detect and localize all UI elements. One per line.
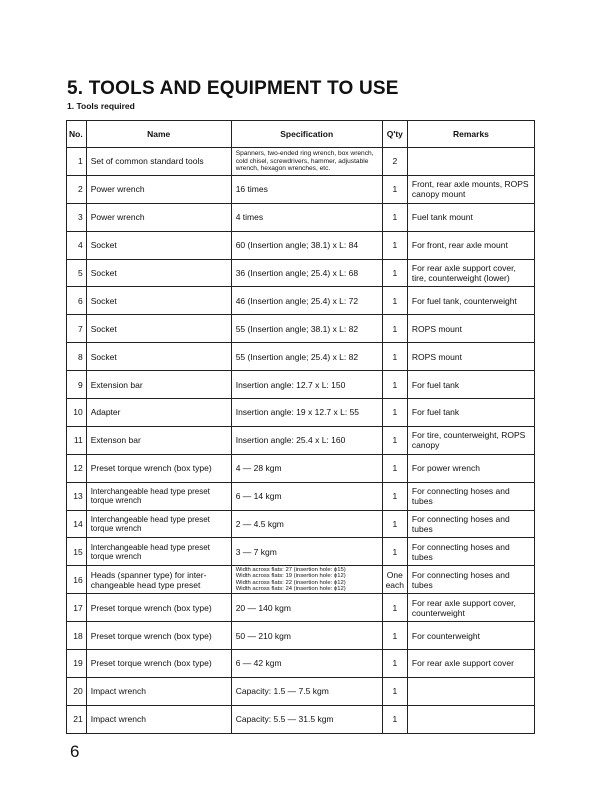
cell-no: 2 [67,175,87,203]
cell-remarks: For connecting hoses and tubes [407,538,534,566]
cell-no: 6 [67,287,87,315]
cell-name: Extension bar [86,371,231,399]
cell-remarks: For tire, counterweight, ROPS canopy [407,426,534,454]
cell-remarks: For rear axle support cover [407,650,534,678]
table-row [67,622,535,650]
cell-specification: 46 (Insertion angle; 25.4) x L: 72 [231,287,382,315]
cell-name: Socket [86,343,231,371]
cell-name: Interchangeable head type preset torque wrench [86,510,231,538]
cell-no: 18 [67,622,87,650]
cell-remarks [407,148,534,176]
cell-remarks: For rear axle support cover, counterweight [407,594,534,622]
cell-remarks [407,677,534,705]
cell-name: Preset torque wrench (box type) [86,454,231,482]
cell-name: Preset torque wrench (box type) [86,594,231,622]
table-row [67,343,535,371]
cell-remarks: ROPS mount [407,315,534,343]
header-no: No. [67,121,87,148]
cell-name: Impact wrench [86,705,231,733]
table-row [67,510,535,538]
cell-remarks: For power wrench [407,454,534,482]
cell-no: 13 [67,482,87,510]
cell-remarks: For connecting hoses and tubes [407,510,534,538]
cell-qty: 1 [382,426,407,454]
cell-qty: 1 [382,399,407,427]
cell-no: 11 [67,426,87,454]
table-row [67,426,535,454]
cell-specification: 55 (Insertion angle; 25.4) x L: 82 [231,343,382,371]
table-row [67,705,535,733]
cell-specification: Insertion angle: 12.7 x L: 150 [231,371,382,399]
cell-name: Heads (spanner type) for inter-changeable head type preset [86,566,231,594]
cell-no: 7 [67,315,87,343]
cell-no: 12 [67,454,87,482]
table-row [67,315,535,343]
cell-specification: Insertion angle: 25.4 x L: 160 [231,426,382,454]
cell-name: Preset torque wrench (box type) [86,622,231,650]
header-name: Name [86,121,231,148]
table-row [67,677,535,705]
cell-qty: 1 [382,454,407,482]
table-row [67,203,535,231]
cell-remarks: For fuel tank, counterweight [407,287,534,315]
header-remarks: Remarks [407,121,534,148]
cell-remarks: For connecting hoses and tubes [407,482,534,510]
cell-specification: Capacity: 5.5 — 31.5 kgm [231,705,382,733]
cell-remarks: ROPS mount [407,343,534,371]
cell-no: 4 [67,231,87,259]
cell-qty: 1 [382,538,407,566]
table-row [67,231,535,259]
cell-no: 21 [67,705,87,733]
cell-qty: 1 [382,650,407,678]
cell-name: Socket [86,287,231,315]
cell-specification: 36 (Insertion angle; 25.4) x L: 68 [231,259,382,287]
cell-specification: 50 — 210 kgm [231,622,382,650]
table-header-row [67,121,535,148]
cell-specification: 4 times [231,203,382,231]
cell-qty: 1 [382,175,407,203]
cell-no: 5 [67,259,87,287]
cell-no: 14 [67,510,87,538]
cell-specification: Insertion angle: 19 x 12.7 x L: 55 [231,399,382,427]
cell-specification: Capacity: 1.5 — 7.5 kgm [231,677,382,705]
table-row [67,482,535,510]
cell-qty: 1 [382,231,407,259]
header-qty: Q'ty [382,121,407,148]
cell-qty: 1 [382,677,407,705]
cell-name: Power wrench [86,203,231,231]
cell-no: 8 [67,343,87,371]
cell-name: Preset torque wrench (box type) [86,650,231,678]
cell-no: 3 [67,203,87,231]
cell-qty: 1 [382,594,407,622]
cell-qty: 1 [382,371,407,399]
cell-name: Set of common standard tools [86,148,231,176]
cell-specification: 16 times [231,175,382,203]
cell-qty: 1 [382,259,407,287]
cell-qty: 1 [382,287,407,315]
table-row [67,259,535,287]
cell-remarks: For fuel tank [407,371,534,399]
table-row [67,566,535,594]
cell-no: 17 [67,594,87,622]
cell-no: 19 [67,650,87,678]
cell-specification: 60 (Insertion angle; 38.1) x L: 84 [231,231,382,259]
cell-remarks: Front, rear axle mounts, ROPS canopy mount [407,175,534,203]
table-row [67,594,535,622]
table-row [67,371,535,399]
cell-name: Socket [86,231,231,259]
cell-qty: 1 [382,510,407,538]
table-row [67,287,535,315]
cell-specification: Spanners, two-ended ring wrench, box wrench, cold chisel, screwdrivers, hammer, adjustable wrench, hexagon wrenches, etc. [231,148,382,176]
cell-qty: 1 [382,482,407,510]
cell-specification: 2 — 4.5 kgm [231,510,382,538]
cell-qty: 1 [382,315,407,343]
section-title: 5. TOOLS AND EQUIPMENT TO USE [67,78,399,99]
cell-remarks: Fuel tank mount [407,203,534,231]
cell-qty: 2 [382,148,407,176]
cell-remarks: For fuel tank [407,399,534,427]
cell-name: Interchangeable head type preset torque wrench [86,538,231,566]
cell-no: 15 [67,538,87,566]
cell-name: Socket [86,315,231,343]
cell-name: Socket [86,259,231,287]
cell-name: Interchangeable head type preset torque wrench [86,482,231,510]
table-row [67,399,535,427]
page-number: 6 [70,742,80,761]
tools-table [66,120,535,734]
cell-specification: Width across flats: 27 (insertion hole: ϕ15) Width across flats: 19 (insertion hole: ϕ12) Width across flats: 22 (insertion hole: ϕ12) Width across flats: 24 (insertion hole: ϕ12) [231,566,382,594]
cell-no: 1 [67,148,87,176]
cell-qty: One each [382,566,407,594]
cell-remarks: For rear axle support cover, tire, counterweight (lower) [407,259,534,287]
cell-no: 9 [67,371,87,399]
cell-specification: 6 — 42 kgm [231,650,382,678]
cell-qty: 1 [382,705,407,733]
cell-name: Impact wrench [86,677,231,705]
table-row [67,454,535,482]
cell-no: 20 [67,677,87,705]
cell-specification: 20 — 140 kgm [231,594,382,622]
cell-remarks: For front, rear axle mount [407,231,534,259]
cell-no: 16 [67,566,87,594]
cell-qty: 1 [382,343,407,371]
cell-specification: 3 — 7 kgm [231,538,382,566]
cell-name: Adapter [86,399,231,427]
cell-remarks: For connecting hoses and tubes [407,566,534,594]
cell-no: 10 [67,399,87,427]
cell-specification: 6 — 14 kgm [231,482,382,510]
cell-qty: 1 [382,622,407,650]
subsection-title: 1. Tools required [67,101,135,111]
table-row [67,148,535,176]
table-row [67,650,535,678]
cell-name: Power wrench [86,175,231,203]
table-row [67,175,535,203]
cell-qty: 1 [382,203,407,231]
cell-specification: 55 (Insertion angle; 38.1) x L: 82 [231,315,382,343]
header-specification: Specification [231,121,382,148]
cell-remarks: For counterweight [407,622,534,650]
cell-specification: 4 — 28 kgm [231,454,382,482]
cell-name: Extenson bar [86,426,231,454]
cell-remarks [407,705,534,733]
table-row [67,538,535,566]
